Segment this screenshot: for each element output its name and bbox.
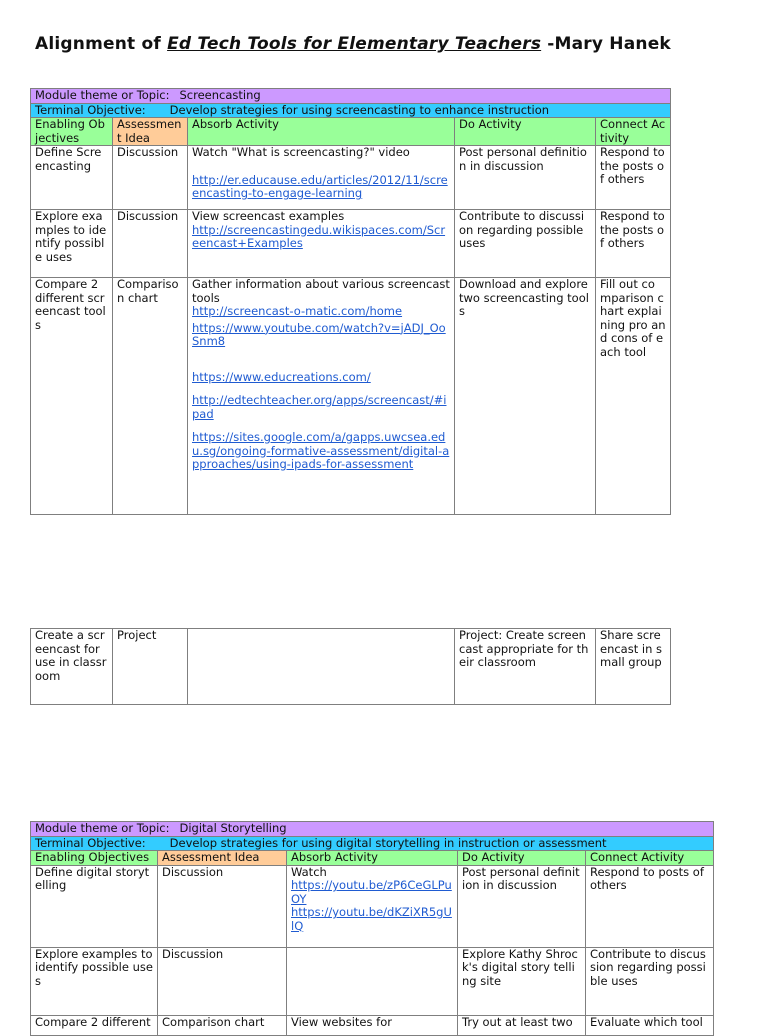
terminal-objective-row	[31, 836, 714, 851]
terminal-objective-row	[31, 103, 671, 118]
cell-connect: Contribute to discussion regarding possible uses	[586, 947, 714, 1015]
cell-objective: Define Screencasting	[31, 146, 113, 210]
module-2-table	[30, 821, 714, 1036]
cell-assessment: Discussion	[158, 947, 287, 1015]
resource-link[interactable]: https://youtu.be/zP6CeGLPuOY	[291, 878, 452, 906]
cell-assessment: Discussion	[113, 210, 188, 278]
cell-connect: Share screencast in small group	[596, 629, 671, 705]
title-prefix: Alignment of	[35, 34, 168, 54]
module-1-continuation-table	[30, 628, 671, 705]
cell-connect: Respond to the posts of others	[596, 146, 671, 210]
header-enabling-objectives: Enabling Objectives	[31, 851, 158, 866]
terminal-label: Terminal Objective:	[35, 835, 146, 850]
cell-absorb	[188, 278, 455, 515]
header-absorb-activity: Absorb Activity	[287, 851, 458, 866]
cell-assessment: Project	[113, 629, 188, 705]
cell-connect: Respond to posts of others	[586, 865, 714, 947]
absorb-text: View screencast examples	[192, 209, 345, 223]
header-do-activity: Do Activity	[455, 118, 596, 146]
cell-do: Download and explore two screencasting tools	[455, 278, 596, 515]
cell-absorb	[188, 629, 455, 705]
resource-link[interactable]: https://sites.google.com/a/gapps.uwcsea.edu.sg/ongoing-formative-assessment/digital-approaches/using-ipads-for-assessment	[192, 430, 450, 471]
cell-connect: Respond to the posts of others	[596, 210, 671, 278]
header-row	[31, 118, 671, 146]
absorb-text: Watch	[291, 864, 327, 879]
cell-absorb	[287, 865, 458, 947]
cell-do: Post personal definition in discussion	[455, 146, 596, 210]
theme-label: Module theme or Topic:	[35, 88, 170, 102]
table-row	[31, 865, 714, 947]
module-theme-row	[31, 89, 671, 104]
header-row	[31, 851, 714, 866]
resource-link[interactable]: http://screencast-o-matic.com/home	[192, 304, 403, 318]
title-suffix: -Mary Hanek	[541, 34, 671, 54]
cell-assessment: Discussion	[158, 865, 287, 947]
cell-objective: Explore examples to identify possible uses	[31, 947, 158, 1015]
cell-objective: Compare 2 different	[31, 1015, 158, 1035]
table-row	[31, 947, 714, 1015]
table-row	[31, 278, 671, 515]
header-connect-activity: Connect Activity	[596, 118, 671, 146]
resource-link[interactable]: https://www.educreations.com/	[192, 369, 371, 384]
header-do-activity: Do Activity	[458, 851, 586, 866]
header-assessment-idea: Assessment Idea	[158, 851, 287, 866]
table-row	[31, 1015, 714, 1035]
terminal-value: Develop strategies for using screencasting to enhance instruction	[169, 102, 550, 117]
resource-link[interactable]: http://er.educause.edu/articles/2012/11/screencasting-to-engage-learning	[192, 172, 448, 200]
header-enabling-objectives: Enabling Objectives	[31, 118, 113, 146]
table-row	[31, 146, 671, 210]
terminal-value: Develop strategies for using digital storytelling in instruction or assessment	[169, 835, 607, 850]
cell-do: Project: Create screencast appropriate for their classroom	[455, 629, 596, 705]
module-theme-row	[31, 822, 714, 837]
cell-assessment: Comparison chart	[113, 278, 188, 515]
resource-link[interactable]: https://youtu.be/dKZiXR5gUlQ	[291, 905, 452, 933]
table-row	[31, 210, 671, 278]
cell-do: Try out at least two	[458, 1015, 586, 1035]
header-assessment-idea: Assessment Idea	[113, 118, 188, 146]
terminal-label: Terminal Objective:	[35, 102, 146, 117]
document-title	[35, 34, 671, 54]
cell-objective: Compare 2 different screencast tools	[31, 278, 113, 515]
cell-absorb	[188, 210, 455, 278]
cell-objective: Explore examples to identify possible uses	[31, 210, 113, 278]
cell-connect: Evaluate which tool	[586, 1015, 714, 1035]
cell-do: Explore Kathy Shrock's digital story telling site	[458, 947, 586, 1015]
cell-assessment: Discussion	[113, 146, 188, 210]
resource-link[interactable]: http://screencastingedu.wikispaces.com/Screencast+Examples	[192, 222, 446, 250]
absorb-text: Watch "What is screencasting?" video	[192, 145, 410, 159]
theme-value: Screencasting	[179, 88, 261, 102]
theme-value: Digital Storytelling	[179, 821, 287, 835]
table-row	[31, 629, 671, 705]
absorb-text: Gather information about various screencast tools	[192, 277, 450, 305]
cell-do: Post personal definition in discussion	[458, 865, 586, 947]
theme-label: Module theme or Topic:	[35, 821, 170, 835]
header-connect-activity: Connect Activity	[586, 851, 714, 866]
cell-objective: Define digital storytelling	[31, 865, 158, 947]
cell-connect: Fill out comparison chart explaining pro and cons of each tool	[596, 278, 671, 515]
cell-assessment: Comparison chart	[158, 1015, 287, 1035]
cell-absorb	[287, 947, 458, 1015]
cell-absorb	[188, 146, 455, 210]
module-1-table	[30, 88, 671, 515]
cell-do: Contribute to discussion regarding possible uses	[455, 210, 596, 278]
resource-link[interactable]: http://edtechteacher.org/apps/screencast/#ipad	[192, 393, 447, 421]
title-book: Ed Tech Tools for Elementary Teachers	[167, 34, 542, 54]
resource-link[interactable]: https://www.youtube.com/watch?v=jADJ_OoSnm8	[192, 320, 446, 348]
cell-absorb: View websites for	[287, 1015, 458, 1035]
cell-objective: Create a screencast for use in classroom	[31, 629, 113, 705]
header-absorb-activity: Absorb Activity	[188, 118, 455, 146]
